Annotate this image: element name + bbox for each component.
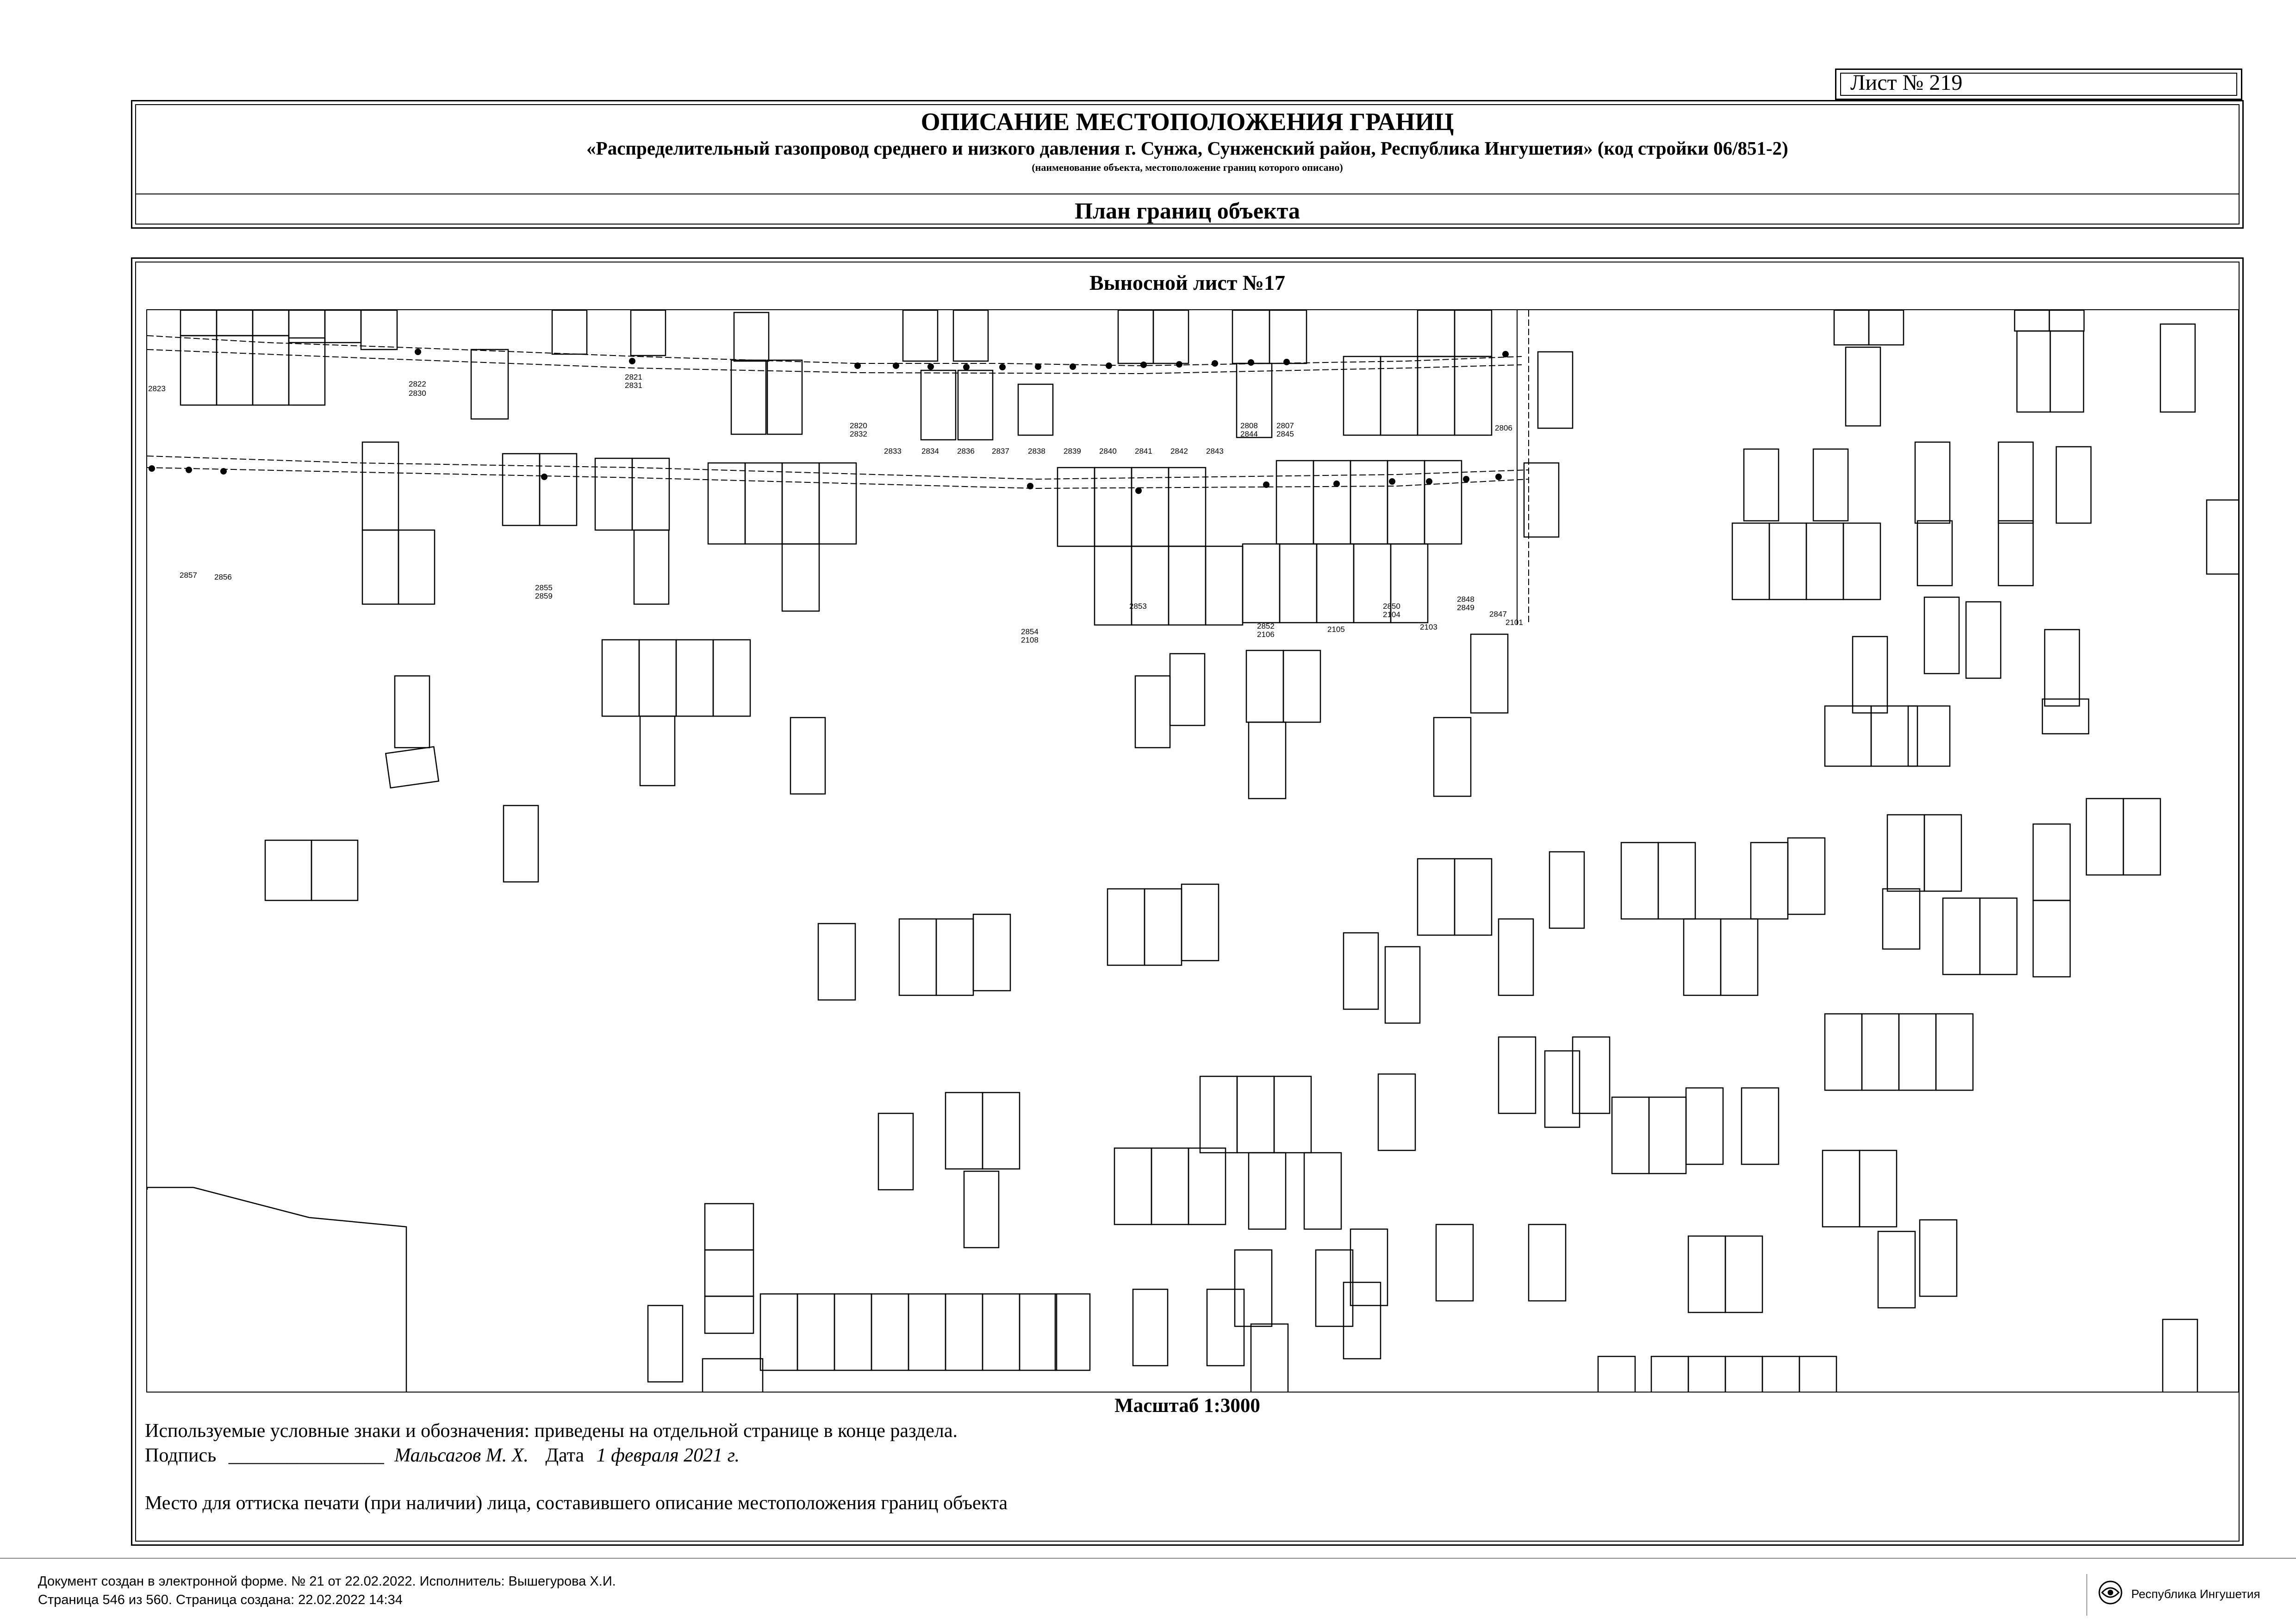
- point-label: 2850: [1383, 602, 1400, 611]
- point-label: 2842: [1170, 447, 1188, 456]
- point-label: 2852: [1257, 622, 1275, 631]
- signature-line: ________________: [228, 1445, 384, 1466]
- point-label: 2807: [1276, 421, 1294, 430]
- signature-label: Подпись: [145, 1445, 217, 1466]
- point-label: 2833: [884, 447, 902, 456]
- point-label: 2101: [1506, 618, 1523, 627]
- point-label: 2104: [1383, 610, 1400, 619]
- point-label: 2849: [1457, 603, 1475, 612]
- point-label: 2108: [1021, 636, 1039, 644]
- footer-line-2: Страница 546 из 560. Страница создана: 22.02.2022 14:34: [38, 1593, 403, 1607]
- point-label: 2837: [992, 447, 1009, 456]
- point-label: 2843: [1206, 447, 1224, 456]
- point-label: 2830: [409, 389, 426, 398]
- sheet-number: Лист № 219: [1850, 70, 1963, 95]
- date-label: Дата: [545, 1445, 585, 1466]
- signature-date: 1 февраля 2021 г.: [596, 1445, 740, 1466]
- point-label: 2841: [1135, 447, 1152, 456]
- point-label: 2834: [921, 447, 939, 456]
- point-label: 2845: [1276, 430, 1294, 438]
- point-label: 2838: [1028, 447, 1045, 456]
- stamp-note: Место для оттиска печати (при наличии) лица, составившего описание местоположения границ объекта: [145, 1493, 1008, 1514]
- point-label: 2808: [1240, 421, 1258, 430]
- point-label: 2822: [409, 380, 426, 388]
- section-title: План границ объекта: [1075, 198, 1300, 224]
- plan-title: Выносной лист №17: [1089, 271, 1286, 294]
- point-label: 2836: [957, 447, 975, 456]
- point-label: 2856: [214, 573, 232, 581]
- point-label: 2855: [535, 583, 553, 592]
- scale-label: Масштаб 1:3000: [1114, 1395, 1260, 1417]
- point-label: 2103: [1420, 623, 1437, 631]
- boundary-plan-map: [146, 309, 2239, 1393]
- point-label: 2105: [1327, 625, 1345, 634]
- point-label: 2857: [180, 571, 197, 580]
- parcels: [147, 310, 2239, 1393]
- point-label: 2848: [1457, 595, 1475, 604]
- point-label: 2831: [625, 381, 642, 390]
- point-label: 2847: [1489, 610, 1507, 618]
- brand-name: Республика Ингушетия: [2131, 1587, 2260, 1601]
- point-label: 2821: [625, 373, 642, 381]
- document-title: ОПИСАНИЕ МЕСТОПОЛОЖЕНИЯ ГРАНИЦ: [921, 108, 1454, 136]
- footer-separator: [2086, 1574, 2087, 1616]
- footer-divider: [0, 1558, 2296, 1559]
- point-label: 2840: [1099, 447, 1117, 456]
- point-label: 2820: [850, 421, 867, 430]
- sheet-number-box: [1835, 69, 2242, 100]
- legend-note: Используемые условные знаки и обозначения: приведены на отдельной странице в конце раздела.: [145, 1420, 958, 1442]
- brand-logo-icon: [2097, 1579, 2124, 1606]
- point-label: 2106: [1257, 630, 1275, 639]
- signer-name: Мальсагов М. Х.: [394, 1445, 529, 1466]
- footer-line-1: Документ создан в электронной форме. № 21 от 22.02.2022. Исполнитель: Вышегурова Х.И.: [38, 1574, 616, 1589]
- signature-row: [145, 1444, 740, 1467]
- point-label: 2854: [1021, 627, 1039, 636]
- point-label: 2832: [850, 430, 867, 438]
- gas-pipeline-route: [147, 310, 1529, 625]
- point-label: 2806: [1495, 424, 1512, 432]
- point-label: 2839: [1064, 447, 1081, 456]
- point-label: 2859: [535, 592, 553, 600]
- point-label: 2853: [1129, 602, 1147, 611]
- object-caption: (наименование объекта, местоположение границ которого описано): [1032, 162, 1343, 173]
- object-name: «Распределительный газопровод среднего и низкого давления г. Сунжа, Сунженский район, Республика Ингушетия» (код стройки 06/851-2): [586, 137, 1788, 159]
- point-label: 2823: [148, 384, 166, 393]
- map-drawing: [147, 310, 2239, 1393]
- point-label: 2844: [1240, 430, 1258, 438]
